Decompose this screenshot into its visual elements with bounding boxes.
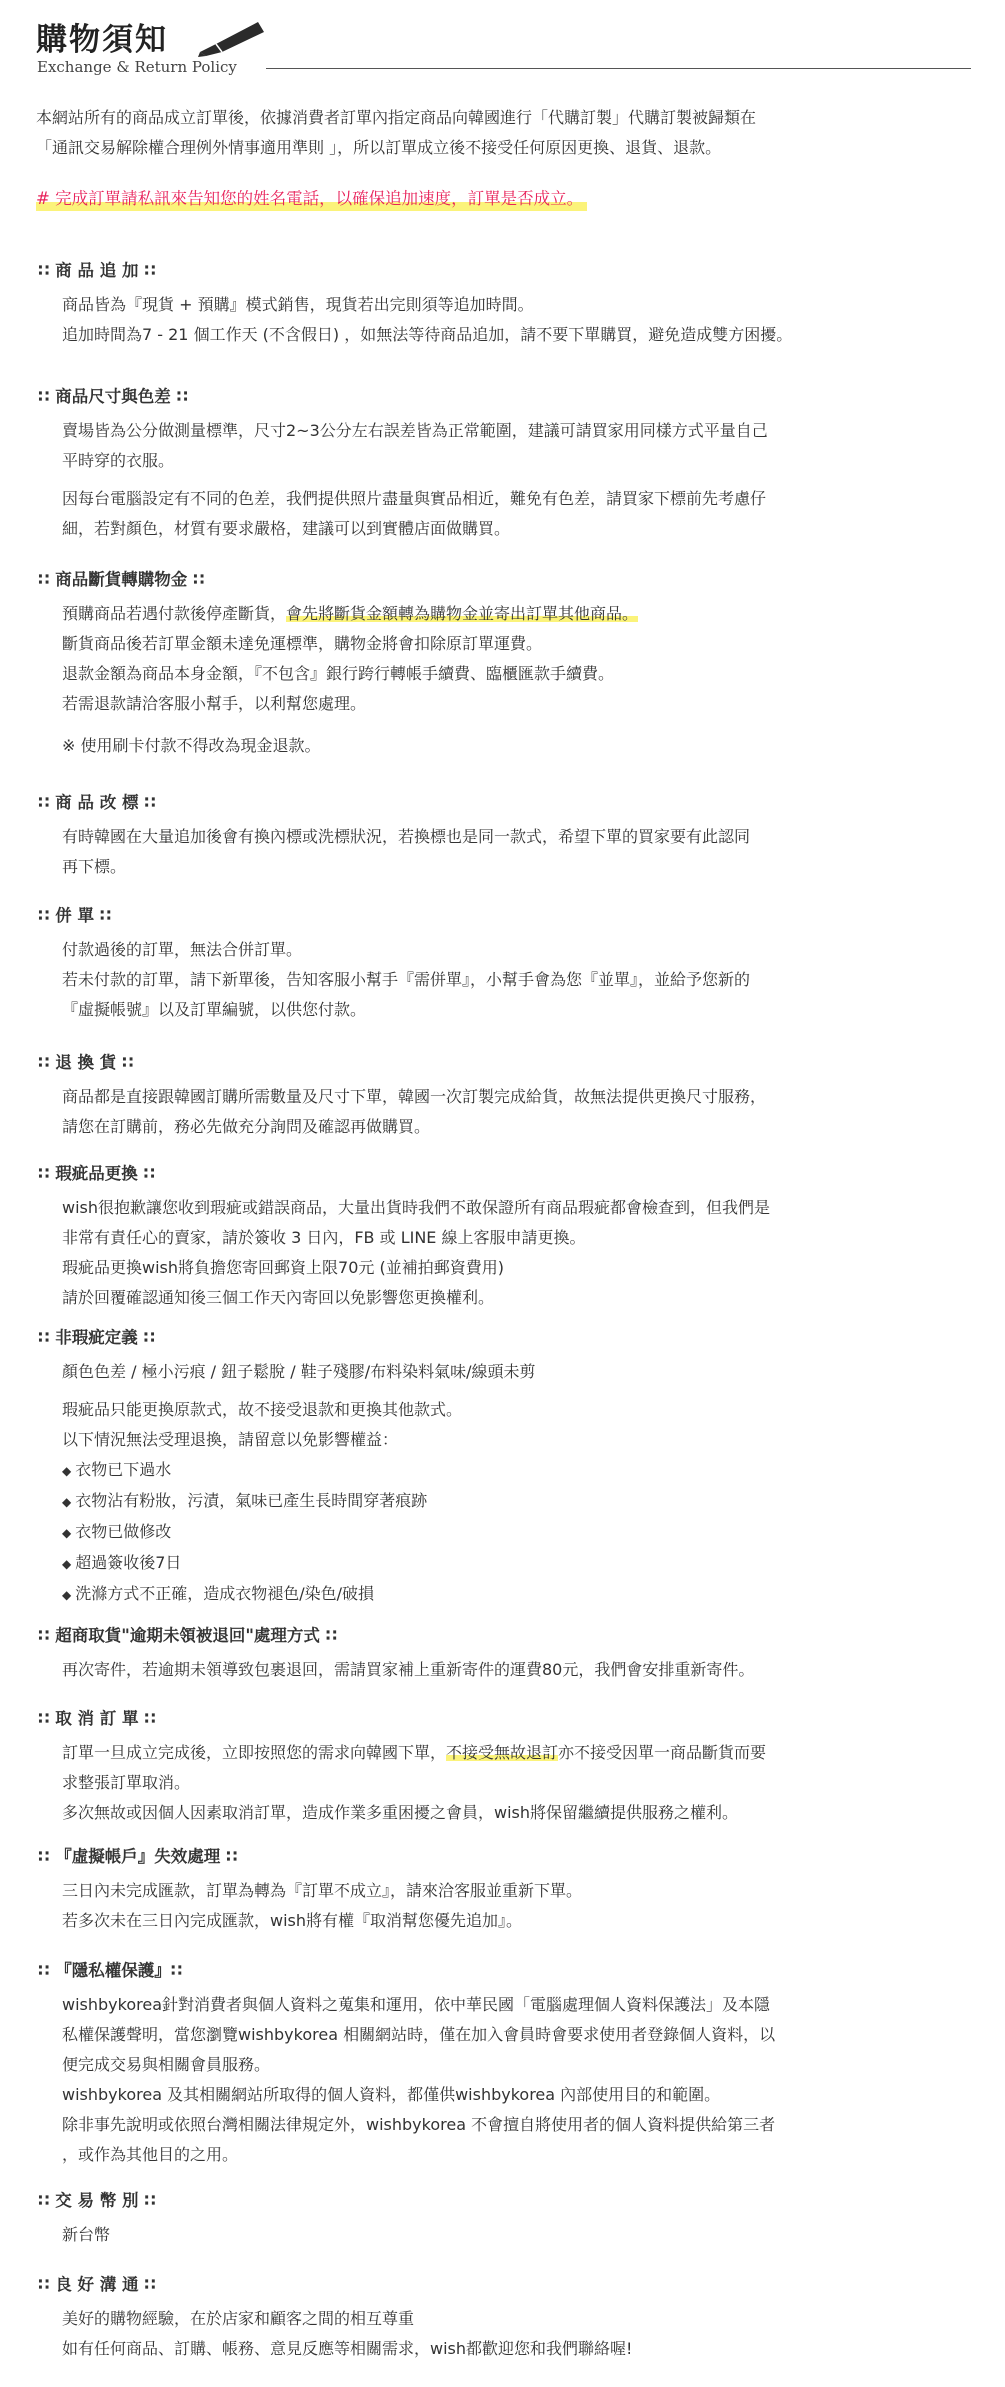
section-line: 私權保護聲明，當您瀏覽wishbykorea 相關網站時，僅在加入會員時會要求使用者登錄個人資料，以 xyxy=(62,2025,776,2044)
section-line: 請您在訂購前，務必先做充分詢問及確認再做購買。 xyxy=(62,1117,431,1136)
section-line: 追加時間為7 - 21 個工作天 (不含假日) ，如無法等待商品追加，請不要下單購買，避免造成雙方困擾。 xyxy=(62,325,793,344)
section-defect-exchange xyxy=(38,1161,973,1313)
section-line: 斷貨商品後若訂單金額未達免運標準，購物金將會扣除原訂單運費。 xyxy=(62,634,543,653)
section-communication xyxy=(38,2272,973,2364)
section-line: 若未付款的訂單，請下新單後，告知客服小幫手『需併單』，小幫手會為您『並單』，並給予您新的 xyxy=(62,970,751,989)
line-text: 預購商品若遇付款後停產斷貨， xyxy=(62,604,287,623)
list-item-text: 超過簽收後7日 xyxy=(75,1553,182,1572)
section-line xyxy=(62,599,973,629)
section-line: wishbykorea 及其相關網站所取得的個人資料，都僅供wishbykorea 內部使用目的和範圍。 xyxy=(62,2085,721,2104)
section-heading: ∷ 商品斷貨轉購物金 ∷ xyxy=(38,570,205,589)
page-title: 購物須知 xyxy=(36,22,168,58)
list-item xyxy=(62,1579,973,1610)
section-out-of-stock xyxy=(38,567,973,761)
section-line: 再次寄件，若逾期未領導致包裹退回，需請買家補上重新寄件的運費80元，我們會安排重新寄件。 xyxy=(62,1660,755,1679)
section-label-change xyxy=(38,790,973,882)
section-line: 新台幣 xyxy=(62,2225,111,2244)
section-heading: ∷ 交 易 幣 別 ∷ xyxy=(38,2191,156,2210)
list-item xyxy=(62,1486,973,1517)
section-heading: ∷ 『隱私權保護』∷ xyxy=(38,1961,183,1980)
section-line: 非常有責任心的賣家，請於簽收 3 日內，FB 或 LINE 線上客服申請更換。 xyxy=(62,1228,586,1247)
section-return xyxy=(38,1050,973,1142)
section-non-defect xyxy=(38,1325,973,1610)
section-line: 商品皆為『現貨 + 預購』模式銷售，現貨若出完則須等追加時間。 xyxy=(62,295,534,314)
page-subtitle: Exchange & Return Policy xyxy=(37,58,237,76)
section-unclaimed xyxy=(38,1623,973,1685)
diamond-bullet-icon: ◆ xyxy=(62,1588,72,1602)
diamond-bullet-icon: ◆ xyxy=(62,1464,72,1478)
line-text: 亦不接受因單一商品斷貨而要 xyxy=(558,1743,767,1762)
section-line: 請於回覆確認通知後三個工作天內寄回以免影響您更換權利。 xyxy=(62,1288,495,1307)
diamond-bullet-icon: ◆ xyxy=(62,1495,72,1509)
list-item xyxy=(62,1517,973,1548)
diamond-bullet-icon: ◆ xyxy=(62,1557,72,1571)
section-virtual-account xyxy=(38,1844,973,1936)
section-heading: ∷ 取 消 訂 單 ∷ xyxy=(38,1709,156,1728)
section-heading: ∷ 超商取貨"逾期未領被退回"處理方式 ∷ xyxy=(38,1626,338,1645)
highlighted-text: 不接受無故退訂 xyxy=(446,1743,559,1762)
section-line: 顏色色差 / 極小污痕 / 鈕子鬆脫 / 鞋子殘膠/布料染料氣味/線頭未剪 xyxy=(62,1362,536,1381)
section-heading: ∷ 『虛擬帳戶』失效處理 ∷ xyxy=(38,1847,238,1866)
order-notice: # 完成訂單請私訊來告知您的姓名電話，以確保追加速度，訂單是否成立。 xyxy=(36,185,587,213)
section-line xyxy=(62,1738,973,1768)
section-line: 有時韓國在大量追加後會有換內標或洗標狀況，若換標也是同一款式，希望下單的買家要有此認同 xyxy=(62,827,751,846)
section-line: 以下情況無法受理退換，請留意以免影響權益： xyxy=(62,1430,399,1449)
section-line: 多次無故或因個人因素取消訂單，造成作業多重困擾之會員，wish將保留繼續提供服務之權利。 xyxy=(62,1803,739,1822)
section-line: 瑕疵品更換wish將負擔您寄回郵資上限70元 (並補拍郵資費用) xyxy=(62,1258,504,1277)
section-combine xyxy=(38,903,973,1025)
section-line: wishbykorea針對消費者與個人資料之蒐集和運用，依中華民國「電腦處理個人資料保護法」及本隱 xyxy=(62,1995,770,2014)
section-line: 商品都是直接跟韓國訂購所需數量及尺寸下單，韓國一次訂製完成給貨，故無法提供更換尺寸服務， xyxy=(62,1087,767,1106)
header-divider xyxy=(266,68,971,69)
section-line: 『虛擬帳號』以及訂單編號，以供您付款。 xyxy=(62,1000,367,1019)
section-line: 除非事先說明或依照台灣相關法律規定外，wishbykorea 不會擅自將使用者的個人資料提供給第三者 xyxy=(62,2115,776,2134)
highlighted-text: 會先將斷貨金額轉為購物金並寄出訂單其他商品。 xyxy=(286,604,639,623)
intro-paragraph xyxy=(36,103,971,163)
list-item-text: 衣物沾有粉妝，污漬，氣味已產生長時間穿著痕跡 xyxy=(75,1491,428,1510)
section-line: 平時穿的衣服。 xyxy=(62,451,175,470)
section-line: ，或作為其他目的之用。 xyxy=(62,2145,239,2164)
section-privacy xyxy=(38,1958,973,2170)
list-item xyxy=(62,1548,973,1579)
page-header xyxy=(36,14,971,84)
section-line: wish很抱歉讓您收到瑕疵或錯誤商品，大量出貨時我們不敢保證所有商品瑕疵都會檢查到，但我們是 xyxy=(62,1198,771,1217)
list-item xyxy=(62,1455,973,1486)
section-cancel xyxy=(38,1706,973,1828)
section-line: 如有任何商品、訂購、帳務、意見反應等相關需求，wish都歡迎您和我們聯絡喔! xyxy=(62,2339,633,2358)
section-heading: ∷ 併 單 ∷ xyxy=(38,906,112,925)
section-line: 若需退款請洽客服小幫手，以利幫您處理。 xyxy=(62,694,367,713)
section-note: ※ 使用刷卡付款不得改為現金退款。 xyxy=(62,736,321,755)
section-size-color xyxy=(38,384,973,544)
section-heading: ∷ 商 品 追 加 ∷ xyxy=(38,261,156,280)
section-heading: ∷ 商 品 改 標 ∷ xyxy=(38,793,156,812)
list-item-text: 衣物已下過水 xyxy=(75,1460,172,1479)
section-heading: ∷ 非瑕疵定義 ∷ xyxy=(38,1328,155,1347)
section-currency xyxy=(38,2188,973,2250)
section-line: 求整張訂單取消。 xyxy=(62,1773,191,1792)
warning-line: 瑕疵品只能更換原款式，故不接受退款和更換其他款式。 xyxy=(62,1400,463,1419)
section-heading: ∷ 退 換 貨 ∷ xyxy=(38,1053,134,1072)
list-item-text: 洗滌方式不正確，造成衣物褪色/染色/破損 xyxy=(75,1584,375,1603)
diamond-bullet-icon: ◆ xyxy=(62,1526,72,1540)
section-heading: ∷ 瑕疵品更換 ∷ xyxy=(38,1164,155,1183)
section-line: 賣場皆為公分做測量標準，尺寸2~3公分左右誤差皆為正常範圍，建議可請買家用同樣方式平量自己 xyxy=(62,421,768,440)
section-line: 再下標。 xyxy=(62,857,127,876)
section-line: 若多次未在三日內完成匯款，wish將有權『取消幫您優先追加』。 xyxy=(62,1911,523,1930)
section-line: 細，若對顏色，材質有要求嚴格，建議可以到實體店面做購買。 xyxy=(62,519,511,538)
intro-line: 「通訊交易解除權合理例外情事適用準則 」，所以訂單成立後不接受任何原因更換、退貨、退款。 xyxy=(36,138,722,157)
section-line: 因每台電腦設定有不同的色差，我們提供照片盡量與實品相近，難免有色差，請買家下標前先考慮仔 xyxy=(62,489,767,508)
section-line: 退款金額為商品本身金額，『不包含』銀行跨行轉帳手續費、臨櫃匯款手續費。 xyxy=(62,664,615,683)
section-line: 付款過後的訂單，無法合併訂單。 xyxy=(62,940,303,959)
intro-line: 本網站所有的商品成立訂單後，依據消費者訂單內指定商品向韓國進行「代購訂製」代購訂製被歸類在 xyxy=(36,108,757,127)
section-line: 美好的購物經驗，在於店家和顧客之間的相互尊重 xyxy=(62,2309,415,2328)
line-text: 訂單一旦成立完成後，立即按照您的需求向韓國下單， xyxy=(62,1743,447,1762)
section-line: 便完成交易與相關會員服務。 xyxy=(62,2055,271,2074)
section-heading: ∷ 商品尺寸與色差 ∷ xyxy=(38,387,188,406)
section-line: 三日內未完成匯款，訂單為轉為『訂單不成立』，請來洽客服並重新下單。 xyxy=(62,1881,583,1900)
section-restock xyxy=(38,258,973,350)
section-heading: ∷ 良 好 溝 通 ∷ xyxy=(38,2275,156,2294)
pen-icon xyxy=(196,18,268,58)
list-item-text: 衣物已做修改 xyxy=(75,1522,172,1541)
